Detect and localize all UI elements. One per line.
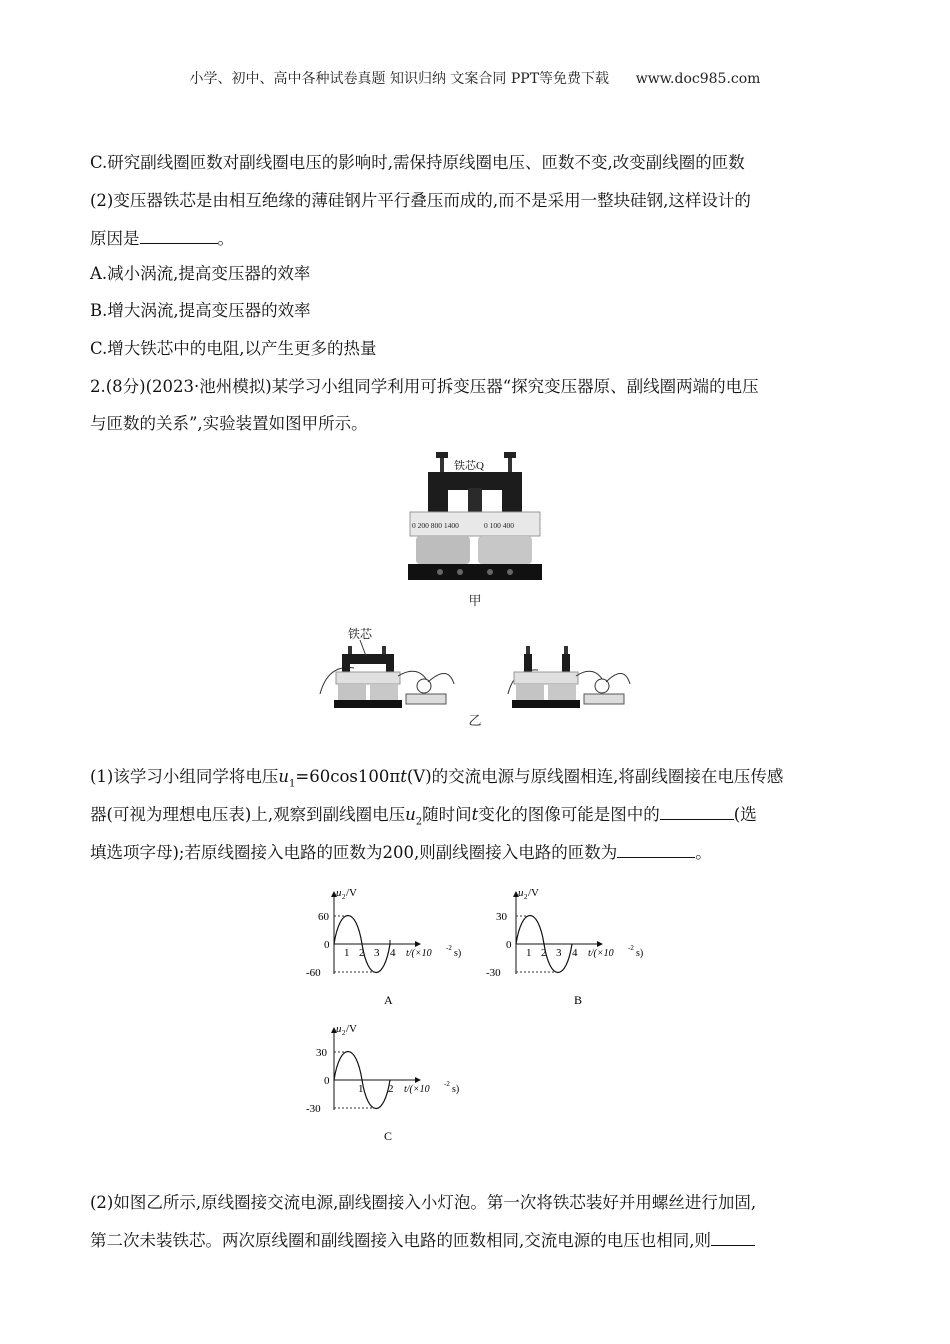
- xlabel-exp-c: -2: [444, 1080, 450, 1088]
- p1-l2-text-d: (选: [733, 805, 757, 824]
- p1-text-b: =60cos100π: [295, 767, 401, 786]
- xlabel-a: t/(×10: [406, 948, 432, 959]
- core-q-label: 铁芯Q: [454, 460, 484, 472]
- tick-b-4: 4: [572, 947, 578, 959]
- tick-c-2: 2: [388, 1083, 394, 1095]
- caption-b: B: [574, 993, 583, 1007]
- origin-c: 0: [324, 1075, 330, 1087]
- p1-l2-text-a: 器(可视为理想电压表)上,观察到副线圈电压: [90, 805, 406, 824]
- ymin-c: -30: [306, 1103, 321, 1115]
- ymax-a: 60: [318, 911, 329, 923]
- graph-c: [300, 1020, 470, 1150]
- ymax-b: 30: [496, 911, 507, 923]
- header-text: 小学、初中、高中各种试卷真题 知识归纳 文案合同 PPT等免费下载: [189, 71, 610, 87]
- xlabel-exp-a: -2: [446, 944, 452, 952]
- tick-a-1: 1: [344, 947, 350, 959]
- answer-blank: [711, 1228, 755, 1246]
- ylabel-sub-a: 2: [342, 893, 346, 901]
- scale-left: 0 200 800 1400: [412, 521, 459, 530]
- q1-option-c: C.研究副线圈匝数对副线圈电压的影响时,需保持原线圈电压、匝数不变,改变副线圈的匝数: [90, 153, 745, 172]
- graph-b: [482, 884, 652, 1014]
- xlabel-c: t/(×10: [404, 1084, 430, 1095]
- ylabel-sub-c: 2: [342, 1029, 346, 1037]
- tick-a-4: 4: [390, 947, 396, 959]
- var-u1: u: [278, 767, 290, 786]
- q2-part1-line3: [90, 834, 862, 872]
- graph-a: [300, 884, 470, 1014]
- transformer-photo-yi: [318, 624, 638, 716]
- ymax-c: 30: [316, 1047, 327, 1059]
- sub-2: 2: [415, 816, 423, 828]
- tick-a-2: 2: [359, 947, 365, 959]
- page-header: [0, 68, 950, 88]
- var-u2: u: [405, 805, 416, 824]
- ymin-b: -30: [486, 967, 501, 979]
- core-label: 铁芯: [348, 627, 373, 641]
- var-t: t: [400, 767, 407, 786]
- var-t2: t: [471, 805, 479, 824]
- origin-b: 0: [506, 939, 512, 951]
- tick-b-3: 3: [556, 947, 562, 959]
- tick-a-3: 3: [374, 947, 380, 959]
- q2-part2-line1: (2)如图乙所示,原线圈接交流电源,副线圈接入小灯泡。第一次将铁芯装好并用螺丝进行加固,: [90, 1193, 757, 1212]
- caption-c: C: [384, 1129, 393, 1143]
- sub-1: 1: [289, 778, 296, 790]
- caption-a: A: [384, 993, 393, 1007]
- q1-part2-end: 。: [217, 229, 234, 248]
- q1-part2-option-a: A.减小涡流,提高变压器的效率: [90, 264, 311, 283]
- p2-l2-text: 第二次未装铁芯。两次原线圈和副线圈接入电路的匝数相同,交流电源的电压也相同,则: [90, 1231, 711, 1250]
- q2-stem-line2: 与匝数的关系”,实验装置如图甲所示。: [90, 414, 368, 433]
- tick-b-2: 2: [541, 947, 547, 959]
- ylabel-unit-b: /V: [528, 887, 539, 899]
- p1-l2-text-b: 随时间: [422, 805, 472, 824]
- xlabel-unit-b: s): [636, 948, 644, 959]
- q1-part2-line1: (2)变压器铁芯是由相互绝缘的薄硅钢片平行叠压而成的,而不是采用一整块硅钢,这样设计的: [90, 191, 751, 210]
- transformer-photo-jia: [400, 448, 550, 584]
- answer-blank: [140, 226, 218, 244]
- ylabel-a: u: [336, 887, 342, 899]
- p1-text-a: (1)该学习小组同学将电压: [90, 767, 279, 786]
- ylabel-unit-a: /V: [346, 887, 357, 899]
- answer-blank: [660, 802, 734, 820]
- ylabel-unit-c: /V: [346, 1023, 357, 1035]
- ylabel-c: u: [336, 1023, 342, 1035]
- p1-l2-text-c: 变化的图像可能是图中的: [478, 805, 660, 824]
- xlabel-exp-b: -2: [628, 944, 634, 952]
- origin-a: 0: [324, 939, 330, 951]
- p1-l3-text: 填选项字母);若原线圈接入电路的匝数为200,则副线圈接入电路的匝数为: [90, 843, 618, 862]
- caption-yi: 乙: [468, 714, 482, 729]
- q1-part2-reason: 原因是: [90, 229, 140, 248]
- p1-text-c: (V)的交流电源与原线圈相连,将副线圈接在电压传感: [406, 767, 784, 786]
- xlabel-unit-a: s): [454, 948, 462, 959]
- xlabel-unit-c: s): [452, 1084, 460, 1095]
- tick-b-1: 1: [526, 947, 532, 959]
- ylabel-b: u: [518, 887, 524, 899]
- xlabel-b: t/(×10: [588, 948, 614, 959]
- tick-c-1: 1: [358, 1083, 364, 1095]
- answer-blank: [617, 840, 695, 858]
- q2-stem-line1: 2.(8分)(2023·池州模拟)某学习小组同学利用可拆变压器“探究变压器原、副线圈两端的电压: [90, 377, 759, 396]
- q2-part2-line2: [90, 1222, 862, 1260]
- q1-part2-option-c: C.增大铁芯中的电阻,以产生更多的热量: [90, 339, 377, 358]
- scale-right: 0 100 400: [484, 521, 514, 530]
- ylabel-sub-b: 2: [524, 893, 528, 901]
- q1-part2-line2: [90, 220, 862, 258]
- caption-jia: 甲: [468, 594, 482, 609]
- q1-part2-option-b: B.增大涡流,提高变压器的效率: [90, 301, 311, 320]
- header-url: www.doc985.com: [635, 71, 761, 87]
- p1-l3-end: 。: [695, 843, 712, 862]
- ymin-a: -60: [306, 967, 321, 979]
